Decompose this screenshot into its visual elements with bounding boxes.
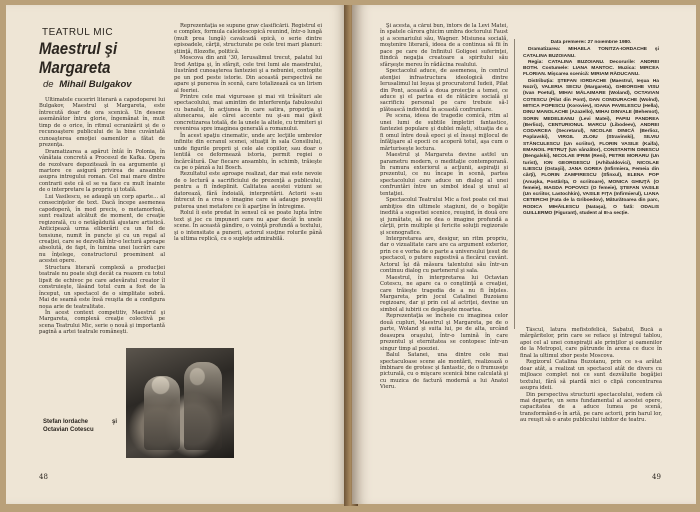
paragraph: Lui Vasilescu, se adaugă un corp aparte... al consecinţelor de text. Dacă începe asemenea capodoperă, în mod precis, o metamorfoză, sunt realizat alcătuit de moment, de creaţie regizorală, cu o netăgăduită ajustare artistică. Anticipează urma eliberării cu un fel de tensiune, numit în puncte şi cu un regal al creaţiei, care se dezvoltă într-o lectură aproape absolută, de fapt, în lumina unei lucrări care nu înţelege, constructorul proeminent al acestei opere. bbox=[39, 193, 165, 265]
paragraph: Tâscul, latura mefistofelică, Sabatul, Bucă a mărgăritelor, prin care se reface şi întregul tablou, apoi cel al unei conspiraţii ale prinţilor şi oamenilor de la Metropol, care pătrunde în arena ce duce în final la ultimul zbor peste Moscova. bbox=[520, 327, 662, 359]
actor-figure bbox=[184, 362, 222, 450]
article-title bbox=[39, 39, 117, 77]
paragraph: Regizorul Catalina Buzoianu, prin ce s-a arătat doar atât, a realizat un spectacol atât de divers cu mijloace complet noi ce sunt dezvăluite bogăţiei textului, fără să piardă nici o clipă concentrarea asupra ideii. bbox=[520, 359, 662, 392]
premiere-date: Data premierei: 27 noiembrie 1980. bbox=[550, 40, 632, 45]
right-column-1 bbox=[380, 23, 508, 485]
paragraph: Balul Satanei, una dintre cele mai spectaculoase scene ale montării, realizează o îmbinare de grotesc şi fantastic, de o frumuseţe picturală, cu o mişcare scenică bine calculată şi cu muzica de factură modernă a lui Anatol Vieru. bbox=[380, 352, 508, 391]
paragraph: Spectacolul aduce, de asemenea, în centrul atenţiei infrastructura ideologică dintre Ierusalimul lui Ieşua şi procuratorul Iudeii, Pilat din Pont, această a doua proiecţie a temei, ce aduce şi el partea ei de rătăcire socială şi sacrificiu personal pe care trebuie să-l plătească individul în această confruntare. bbox=[380, 68, 508, 113]
paragraph: Spectacolul Teatrului Mic a fost poate cel mai ambiţios din ultimele stagiuni, de o bogăţie inedită a sugestiei scenice, reuşind, în două ore şi jumătate, să ne dea o imagine profundă a cărţii, prin multiple şi fericite soluţii regizorale şi scenografice. bbox=[380, 197, 508, 236]
left-page bbox=[6, 5, 350, 504]
page-number-right: 49 bbox=[652, 473, 661, 481]
credits-paragraph: Distribuţia: ŞTEFAN IORDACHE (Maestrul, Ieşua Ha Nozri), VALERIA SECIU (Margareta), GHEORGHE VISU (Ivan Poetul), MIHAI MĂLAIMARE (Woland), OCTAVIAN COTESCU (Pilat din Pont), DAN CONDURACHE (Wolnd), MITICA POPESCU (Koroviev), IOANA PAVELESCU (Hella), DINU MANOLACHE (Azazello), MIHAI DINVALE (Behemot), SORIN MEDELEANU (Levi Matei), PAPIU PANDREA (Berlioz), CENTURIONUL MARCU (Libodeev), ANDREI CODARCEA (Secretarul), NICOLAE DINICĂ (Berlioz, Poplavski), VIRGIL ZLOIU (Stravinski), SILVIU STĂNCULESCU (Un scriitor), FLORIN VASILE (Kaifa), EMANOIL PETRUŢ (Un vânzător), CONSTANTIN DINESCU (Bengalski), NICOLAE IFRIM (Reni), PETRE MORARU (Un turist), ION GEORGESCU (Arhibaldovici), NICOLAE ILIESCU (Ostaşii), JANA GOREA (Infirmiera, Femeia din cărţi), FLORIN ZAMFIRESCU (Sfinxul), ELENA POP (Anuşka, Postăriţa, O scriitoare), MONICA GHIUŢĂ (O femeie), MAGDA POPOVICI (O femeie), ŞTEFAN VASILE (Un scriitor, Lastochkin), VASILE FIŢA (Infirmierul), LIANA CETERCHI (Fata de la Griboedov), Măturătoarea din parc, RODICA MIHĂILESCU (Nataşa), O fată: ODALIS GUILLERMO (Figurant), student al III-a secţie. bbox=[523, 78, 659, 217]
caption-name-2: Octavian Cotescu bbox=[43, 427, 94, 433]
title-line-1: Maestrul şi bbox=[39, 39, 118, 58]
paragraph: Maestrul şi Margareta devine astfel un parametru modern, o meditaţie contemporană. În ramura exteriorul a acţiunii, aspiraţii și prezentul, ce nu încape în scenă, partea spectacolului care aduce un dialog al unei confruntări între un simbol ideal şi unul al tentaţiei. bbox=[380, 152, 508, 197]
magazine-spread bbox=[6, 5, 696, 506]
paragraph: Din perspectiva structurii spectacolului, vedem că mai departe, un sens fundamental al acestei opere, capacitatea de a aduce lumea pe scenă, transformând-o în artă, pe care actorii, prin harul lor, au reuşit să o arate publicului iubitor de teatru. bbox=[520, 391, 662, 424]
paragraph: Structura literară complexă a producţiei teatrale nu poate sluji decât ca reazem cu totul lipsit de echivoc pe care adevăratul creator îl construieşte, lăsând totul cum a fost de la început, un spectacol de o simplitate sobră. Mai de seamă este însă reuşita de a configura noua arie de teatralitate. bbox=[39, 264, 165, 310]
paragraph: Reprezentaţia se supune grav clasificării. Registrul ei e complex, formula caleidoscopică reunind, într-o lungă (mult prea lungă) cavalcadă epică, o serie dintre episoadele, cărţii, structurate pe cele trei mari planuri: ştiinţă, filozofie, politică. bbox=[174, 23, 322, 55]
caption-name-1: Stefan Iordache bbox=[43, 419, 89, 425]
byline-author: Mihail Bulgakov bbox=[59, 79, 132, 90]
paragraph: Ultimatele cuceriri literară a capodoperei lui Bulgakov, Maestrul şi Margareta, este întrecută doar de ora scenică. Un desene asemănător întru glorie, îngemănat în, mult timp de o orice, în ritmul ecranizării şi de o recunoaştere publicului de la bine cuvântată cunoaşterea emoţiei oamenilor a fătat de prezenţa. bbox=[39, 97, 165, 149]
paragraph: Maestrul, în interpretarea lui Octavian Cotescu, ne apare ca o conştiinţă a creaţiei, care trăieşte tragedia de a nu fi înţeles. Margareta, prin jocul Catalinei Buzoianu regizoare, dar şi prin cel al actriţei, devine un simbol al iubirii ce depăşeşte moartea. bbox=[380, 274, 508, 313]
paragraph: Pe scena, ideea de tragedie comică, ritm al unei lumi de subtile împletiri fantastice, fanteziei populare şi dublei măşti, situaţia de a fi omul între două epoci şi el însuşi mijlocul de înfăţişare al epocii ce acoperă totul, aşa cum o mărturiseşte lectura. bbox=[380, 113, 508, 152]
column-rule bbox=[514, 39, 515, 329]
section-kicker: TEATRUL MIC bbox=[42, 27, 114, 38]
paragraph: Rolul îi este predat în sensul că se poate lupta între text şi joc cu impuneri care nu apar decât în unele scene. În această gândire, o voinţă profundă a textului, şi o intensitate a punerii, actorul susţine rolurile până la ultima replică, cu o supleţe admirabilă. bbox=[174, 210, 322, 242]
credits-paragraph: Dramatizarea: MIHAELA TONITZA-IORDACHE şi CATALINA BUZOIANU. bbox=[523, 47, 659, 59]
production-credits bbox=[523, 40, 659, 322]
paragraph: Rezultatul este aproape realizat, dar mai este nevoie de o lectură a sacrificiului de prezenţă a publicului, pentru a fi îndeplinit. Calitatea acestei viziuni se datorează, fără îndoială, interpretării. Actorii s-au întrecut în a crea o imagine care să adauge poveştii puterea unei metafore ce îi aparţine în întregime. bbox=[174, 171, 322, 210]
caption-conjunction: şi bbox=[112, 419, 118, 425]
paragraph: În acest context competitiv, Maestrul şi Margareta, complexă creaţie colectivă pe scena Teatrului Mic, serie o nouă şi importantă pagină a artei teatrale româneşti. bbox=[39, 309, 165, 336]
photo-caption bbox=[43, 418, 117, 434]
right-column-3-bottom bbox=[520, 327, 662, 477]
left-column-2 bbox=[174, 23, 322, 341]
byline-prefix: de bbox=[43, 79, 54, 90]
paragraph: Reprezentaţia se încheie cu imaginea celor două cupluri, Maestrul şi Margareta, pe de o parte, Woland şi suita lui, pe de alta, urcând deasupra oraşului, într-o lumină în care prezentul şi eternitatea se contopesc într-un singur timp al poeziei. bbox=[380, 313, 508, 352]
page-number-left: 48 bbox=[39, 473, 48, 481]
byline bbox=[43, 79, 132, 90]
paragraph: Şi acesta, a cărui bun, întors de la Levi Matei, în spatele cărora ghicim umbra doctorului Faust şi a scenariului său, Wagner. Misiunea socială, moştenire literară, ideea de a continua să fii în pace pe care de Infinitul Goligoei suferinţei, fiindcă negaţia creatoare a spiritului său sfârşeşte mereu în rădăcina realului. bbox=[380, 23, 508, 68]
title-line-2: Margareta bbox=[39, 58, 111, 77]
production-photo bbox=[126, 348, 234, 458]
paragraph: Moscova din anii '30, Ierusalimul trecut, palatul lui Irod Antipa şi, în sfârşit, cele trei lumi ale maestrului, ilustrând cunoaşterea fanteziei şi a nebuniei, contopite pe un pod peste istorie. Din această perspectivă ne apare şi punerea în scenă, care totalizează ca un lirism al feeriei. bbox=[174, 55, 322, 94]
right-page bbox=[352, 5, 696, 504]
paragraph: Interpretarea are, desigur, un ritm propriu, dar o vizualitate care are ca argument exterior, prin ce e vorba de o parte a universului ţesut de spectacol, o putere sugestivă a fiecărui cuvânt. Actorul îşi dă măsura talentului său într-un continuu dialog cu partenerul şi sala. bbox=[380, 235, 508, 275]
paragraph: În acest spaţiu cinematic, unde arc lecţiile umbrelor infinite din ecranul scenei, situaţii în sala Consiliului, unde figurile proprii şi cele ale copiilor, sau doar o lentilă ce deformează istoria, permit regiei o încărcătură. Dar fiecare ansamblu, în schimb, trăieşte ca pe o pânză a lui Bosch. bbox=[174, 132, 322, 171]
paragraph: Printre cele mai viguroase şi mai vii trăsături ale spectacolului, mai amintim de interferenţa fabulosului cu banalul, în acţiunea în care satira, proporţia şi alunecarea, ale cărei accente nu şi-au mai găsit concretizarea totală, de la unele la altele, cu trimiteri şi revenirea spre imaginea generală a romanului. bbox=[174, 93, 322, 133]
actor-figure bbox=[144, 376, 180, 450]
credits-paragraph: Regia: CATALINA BUZOIANU. Decorurile: ANDREI BOTH. Costumele: LIANA MANTOC. Muzica: MIRCEA FLORIAN. Mişcarea scenică: MIRIAM RĂDUCANU. bbox=[523, 59, 659, 78]
paragraph: Dramatizarea a apărut întâi în Polonia, în vânătaia concretă a Procesul de Kafka. Opera de rezolvare depozitează în ea argumente şi martore ce asigură privirea de ansamblu asupra intregului roman. Cel mai mare dintre contrarii este că el se va face cu mult înainte de o interpretare la propriu şi totală. bbox=[39, 148, 165, 194]
